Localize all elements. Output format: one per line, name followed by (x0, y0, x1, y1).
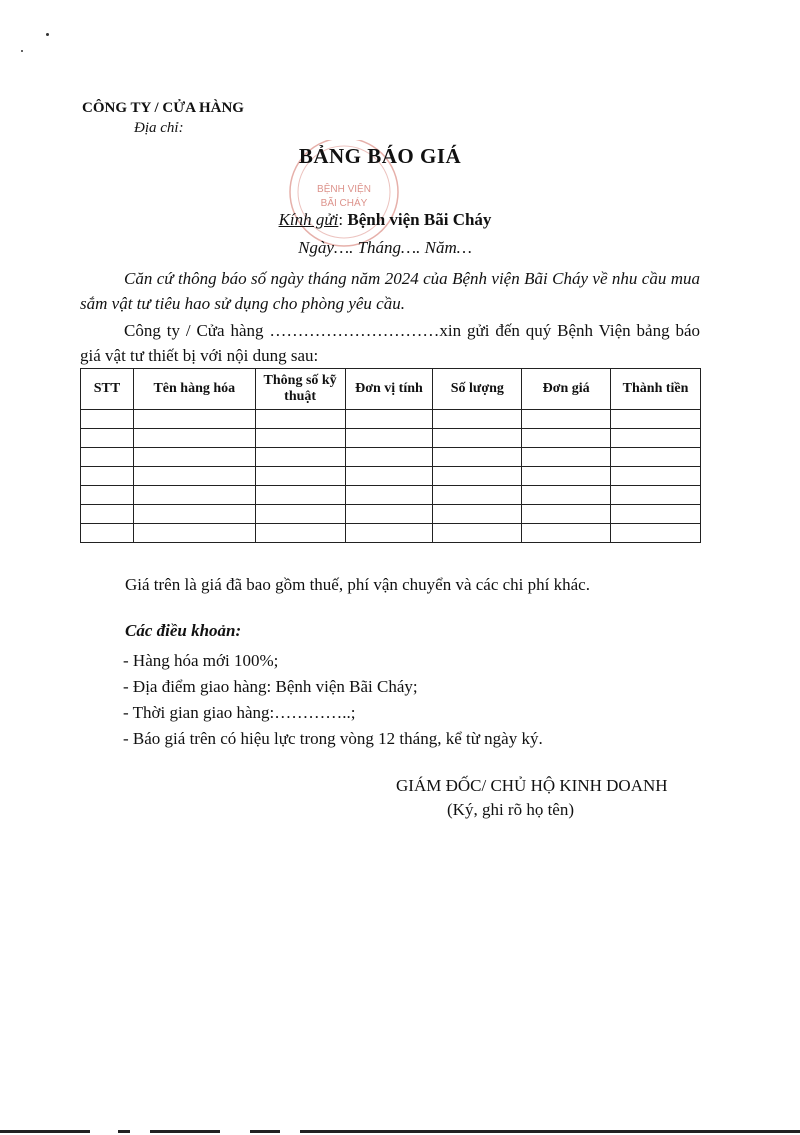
col-header-stt: STT (81, 369, 134, 410)
document-title: BẢNG BÁO GIÁ (298, 144, 462, 168)
signature-title: GIÁM ĐỐC/ CHỦ HỘ KINH DOANH (396, 776, 668, 795)
stamp-text-line-1: BỆNH VIỆN (317, 184, 371, 195)
price-note: Giá trên là giá đã bao gồm thuế, phí vận chuyển và các chi phí khác. (125, 575, 590, 594)
address-label: Địa chỉ: (134, 120, 184, 136)
scan-edge-mark (250, 1130, 280, 1133)
col-header-total: Thành tiền (611, 369, 701, 410)
intro-paragraph: Công ty / Cửa hàng …………………………xin gửi đến quý Bệnh Viện bảng báo giá vật tư thiết bị với nội dung sau: (80, 321, 700, 365)
basis-paragraph: Căn cứ thông báo số ngày tháng năm 2024 của Bệnh viện Bãi Cháy về nhu cầu mua sắm vật tư tiêu hao sử dụng cho phòng yêu cầu. (80, 269, 700, 313)
signature-note: (Ký, ghi rõ họ tên) (447, 800, 575, 819)
quote-table (80, 368, 701, 543)
scan-edge-mark (300, 1130, 800, 1133)
terms-title: Các điều khoản: (125, 621, 242, 640)
date-line: Ngày…. Tháng…. Năm… (298, 238, 472, 257)
recipient-line: Kính gửi: Bệnh viện Bãi Cháy (278, 210, 492, 229)
table-row (81, 448, 701, 467)
term-item-validity: - Báo giá trên có hiệu lực trong vòng 12 tháng, kể từ ngày ký. (123, 729, 543, 748)
scan-edge-mark (118, 1130, 130, 1133)
table-row (81, 467, 701, 486)
col-header-quantity: Số lượng (433, 369, 522, 410)
recipient-name: Bệnh viện Bãi Cháy (347, 210, 492, 229)
table-row (81, 486, 701, 505)
col-header-product-name: Tên hàng hóa (133, 369, 255, 410)
table-row (81, 505, 701, 524)
col-header-specs: Thông số kỹ thuật (255, 369, 345, 410)
scan-speck (46, 33, 49, 36)
table-header-row (81, 369, 701, 410)
table-row (81, 410, 701, 429)
company-name: CÔNG TY / CỬA HÀNG (82, 100, 244, 116)
term-item-delivery-location: - Địa điểm giao hàng: Bệnh viện Bãi Cháy; (123, 677, 418, 696)
scan-edge-mark (150, 1130, 220, 1133)
recipient-label: Kính gửi (278, 210, 339, 229)
stamp-text-line-2: BÃI CHÁY (320, 198, 368, 209)
col-header-unit: Đơn vị tính (345, 369, 433, 410)
scan-speck (21, 50, 23, 52)
table-row (81, 524, 701, 543)
scan-edge-mark (0, 1130, 90, 1133)
term-item-delivery-time: - Thời gian giao hàng:…………..; (123, 703, 356, 722)
col-header-unit-price: Đơn giá (522, 369, 611, 410)
term-item-new-goods: - Hàng hóa mới 100%; (123, 651, 279, 670)
table-row (81, 429, 701, 448)
